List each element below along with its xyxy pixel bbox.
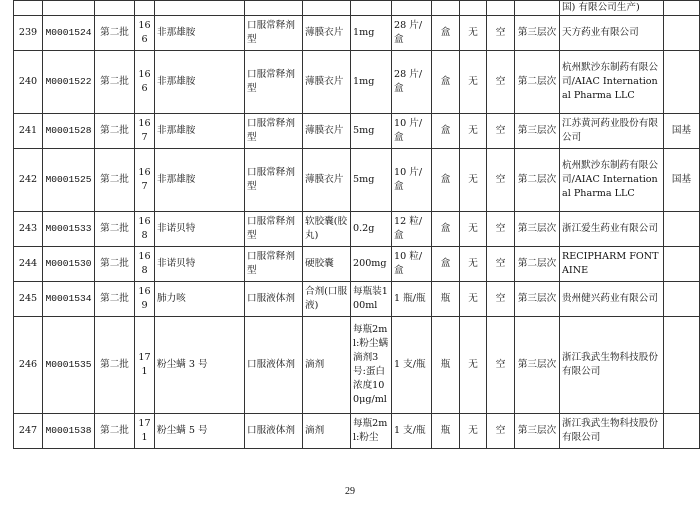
flag-2-cell: 空: [487, 247, 515, 282]
group-number-cell: 166: [135, 51, 155, 114]
table-row: [14, 317, 700, 414]
package-cell: 10 片/盒: [392, 149, 432, 212]
drug-code-cell: M0001533: [43, 212, 95, 247]
flag-1-cell: 无: [460, 317, 487, 414]
manufacturer-cell: 杭州默沙东制药有限公司/AIAC International Pharma LLC: [560, 51, 664, 114]
unit-cell: 盒: [432, 114, 460, 149]
group-number-cell: 171: [135, 317, 155, 414]
unit-cell: 瓶: [432, 317, 460, 414]
dosage-category-cell: 口服常释剂型: [245, 16, 303, 51]
package-cell: 1 支/瓶: [392, 414, 432, 449]
manufacturer-cell: 江苏黄河药业股份有限公司: [560, 114, 664, 149]
specification-cell: 1mg: [351, 16, 392, 51]
row-number-cell: 242: [14, 149, 43, 212]
manufacturer-cell: 国) 有限公司生产): [560, 1, 664, 16]
batch-cell: 第二批: [95, 16, 135, 51]
flag-1-cell: 无: [460, 414, 487, 449]
table-row: [14, 114, 700, 149]
row-number-cell: 245: [14, 282, 43, 317]
package-cell: 28 片/盒: [392, 51, 432, 114]
manufacturer-cell: 浙江爱生药业有限公司: [560, 212, 664, 247]
group-number-cell: 169: [135, 282, 155, 317]
specification-cell: 5mg: [351, 114, 392, 149]
quality-level-cell: 第三层次: [515, 282, 560, 317]
unit-cell: 盒: [432, 247, 460, 282]
row-number-cell: 243: [14, 212, 43, 247]
flag-2-cell: 空: [487, 114, 515, 149]
manufacturer-cell: 浙江我武生物科技股份有限公司: [560, 317, 664, 414]
drug-code-cell: M0001522: [43, 51, 95, 114]
drug-code-cell: M0001530: [43, 247, 95, 282]
unit-cell: 盒: [432, 51, 460, 114]
package-cell: 10 片/盒: [392, 114, 432, 149]
table-row: [14, 149, 700, 212]
dosage-form-cell: 滴剂: [303, 317, 351, 414]
drug-code-cell: M0001538: [43, 414, 95, 449]
batch-cell: 第二批: [95, 212, 135, 247]
quality-level-cell: 第三层次: [515, 114, 560, 149]
dosage-category-cell: 口服液体剂: [245, 282, 303, 317]
dosage-form-cell: 薄膜衣片: [303, 149, 351, 212]
batch-cell: 第二批: [95, 282, 135, 317]
package-cell: 10 粒/盒: [392, 247, 432, 282]
quality-level-cell: 第二层次: [515, 247, 560, 282]
specification-cell: 每瓶装100ml: [351, 282, 392, 317]
dosage-category-cell: 口服常释剂型: [245, 149, 303, 212]
quality-level-cell: 第二层次: [515, 51, 560, 114]
flag-1-cell: 无: [460, 51, 487, 114]
dosage-form-cell: 软胶囊(胶丸): [303, 212, 351, 247]
row-number-cell: 246: [14, 317, 43, 414]
note-cell: 国基: [664, 114, 700, 149]
table-row: [14, 16, 700, 51]
unit-cell: 盒: [432, 149, 460, 212]
drug-name-cell: 非那雄胺: [155, 114, 245, 149]
drug-name-cell: 粉尘螨 3 号: [155, 317, 245, 414]
drug-name-cell: 非那雄胺: [155, 149, 245, 212]
note-cell: [664, 414, 700, 449]
group-number-cell: 167: [135, 114, 155, 149]
drug-name-cell: 非诺贝特: [155, 247, 245, 282]
dosage-form-cell: 薄膜衣片: [303, 114, 351, 149]
dosage-form-cell: 薄膜衣片: [303, 16, 351, 51]
dosage-category-cell: 口服液体剂: [245, 414, 303, 449]
note-cell: [664, 282, 700, 317]
drug-code-cell: M0001528: [43, 114, 95, 149]
drug-code-cell: M0001525: [43, 149, 95, 212]
package-cell: 1 支/瓶: [392, 317, 432, 414]
flag-2-cell: 空: [487, 149, 515, 212]
note-cell: 国基: [664, 149, 700, 212]
drug-table: [13, 0, 700, 449]
dosage-category-cell: 口服常释剂型: [245, 212, 303, 247]
dosage-category-cell: 口服液体剂: [245, 317, 303, 414]
specification-cell: 200mg: [351, 247, 392, 282]
row-number-cell: 241: [14, 114, 43, 149]
page-number: 29: [345, 486, 355, 497]
flag-1-cell: 无: [460, 282, 487, 317]
row-number-cell: 247: [14, 414, 43, 449]
batch-cell: 第二批: [95, 114, 135, 149]
drug-name-cell: 肺力咳: [155, 282, 245, 317]
flag-2-cell: 空: [487, 212, 515, 247]
batch-cell: 第二批: [95, 414, 135, 449]
table-row: [14, 414, 700, 449]
manufacturer-cell: 贵州健兴药业有限公司: [560, 282, 664, 317]
group-number-cell: 171: [135, 414, 155, 449]
specification-cell: 每瓶2ml:粉尘螨滴剂3号:蛋白浓度100μg/ml: [351, 317, 392, 414]
flag-2-cell: 空: [487, 317, 515, 414]
unit-cell: 盒: [432, 212, 460, 247]
flag-1-cell: 无: [460, 114, 487, 149]
flag-2-cell: 空: [487, 282, 515, 317]
batch-cell: 第二批: [95, 247, 135, 282]
flag-1-cell: 无: [460, 212, 487, 247]
batch-cell: 第二批: [95, 149, 135, 212]
specification-cell: 每瓶2ml:粉尘: [351, 414, 392, 449]
dosage-category-cell: 口服常释剂型: [245, 114, 303, 149]
group-number-cell: 168: [135, 212, 155, 247]
flag-1-cell: 无: [460, 247, 487, 282]
quality-level-cell: 第三层次: [515, 414, 560, 449]
flag-2-cell: 空: [487, 414, 515, 449]
flag-2-cell: 空: [487, 16, 515, 51]
note-cell: [664, 247, 700, 282]
specification-cell: 5mg: [351, 149, 392, 212]
manufacturer-cell: 天方药业有限公司: [560, 16, 664, 51]
drug-code-cell: M0001534: [43, 282, 95, 317]
package-cell: 1 瓶/瓶: [392, 282, 432, 317]
dosage-category-cell: 口服常释剂型: [245, 247, 303, 282]
table-body: [14, 16, 700, 449]
batch-cell: 第二批: [95, 317, 135, 414]
drug-code-cell: M0001535: [43, 317, 95, 414]
drug-name-cell: 粉尘螨 5 号: [155, 414, 245, 449]
note-cell: [664, 16, 700, 51]
manufacturer-cell: RECIPHARM FONTAINE: [560, 247, 664, 282]
row-number-cell: 240: [14, 51, 43, 114]
package-cell: 28 片/盒: [392, 16, 432, 51]
unit-cell: 瓶: [432, 282, 460, 317]
dosage-category-cell: 口服常释剂型: [245, 51, 303, 114]
table-row: [14, 51, 700, 114]
drug-code-cell: M0001524: [43, 16, 95, 51]
specification-cell: 1mg: [351, 51, 392, 114]
quality-level-cell: 第三层次: [515, 317, 560, 414]
dosage-form-cell: 滴剂: [303, 414, 351, 449]
unit-cell: 盒: [432, 16, 460, 51]
unit-cell: 瓶: [432, 414, 460, 449]
drug-name-cell: 非那雄胺: [155, 51, 245, 114]
group-number-cell: 167: [135, 149, 155, 212]
dosage-form-cell: 硬胶囊: [303, 247, 351, 282]
note-cell: [664, 317, 700, 414]
dosage-form-cell: 合剂(口服液): [303, 282, 351, 317]
quality-level-cell: 第二层次: [515, 149, 560, 212]
batch-cell: 第二批: [95, 51, 135, 114]
package-cell: 12 粒/盒: [392, 212, 432, 247]
manufacturer-cell: 浙江我武生物科技股份有限公司: [560, 414, 664, 449]
note-cell: [664, 212, 700, 247]
row-number-cell: 244: [14, 247, 43, 282]
dosage-form-cell: 薄膜衣片: [303, 51, 351, 114]
drug-name-cell: 非诺贝特: [155, 212, 245, 247]
group-number-cell: 168: [135, 247, 155, 282]
table-row: [14, 247, 700, 282]
flag-1-cell: 无: [460, 149, 487, 212]
quality-level-cell: 第三层次: [515, 16, 560, 51]
quality-level-cell: 第三层次: [515, 212, 560, 247]
drug-list-page: [13, 0, 700, 449]
flag-2-cell: 空: [487, 51, 515, 114]
drug-name-cell: 非那雄胺: [155, 16, 245, 51]
specification-cell: 0.2g: [351, 212, 392, 247]
continuation-row: [14, 1, 700, 16]
table-row: [14, 282, 700, 317]
row-number-cell: 239: [14, 16, 43, 51]
group-number-cell: 166: [135, 16, 155, 51]
note-cell: [664, 51, 700, 114]
manufacturer-cell: 杭州默沙东制药有限公司/AIAC International Pharma LLC: [560, 149, 664, 212]
table-row: [14, 212, 700, 247]
flag-1-cell: 无: [460, 16, 487, 51]
